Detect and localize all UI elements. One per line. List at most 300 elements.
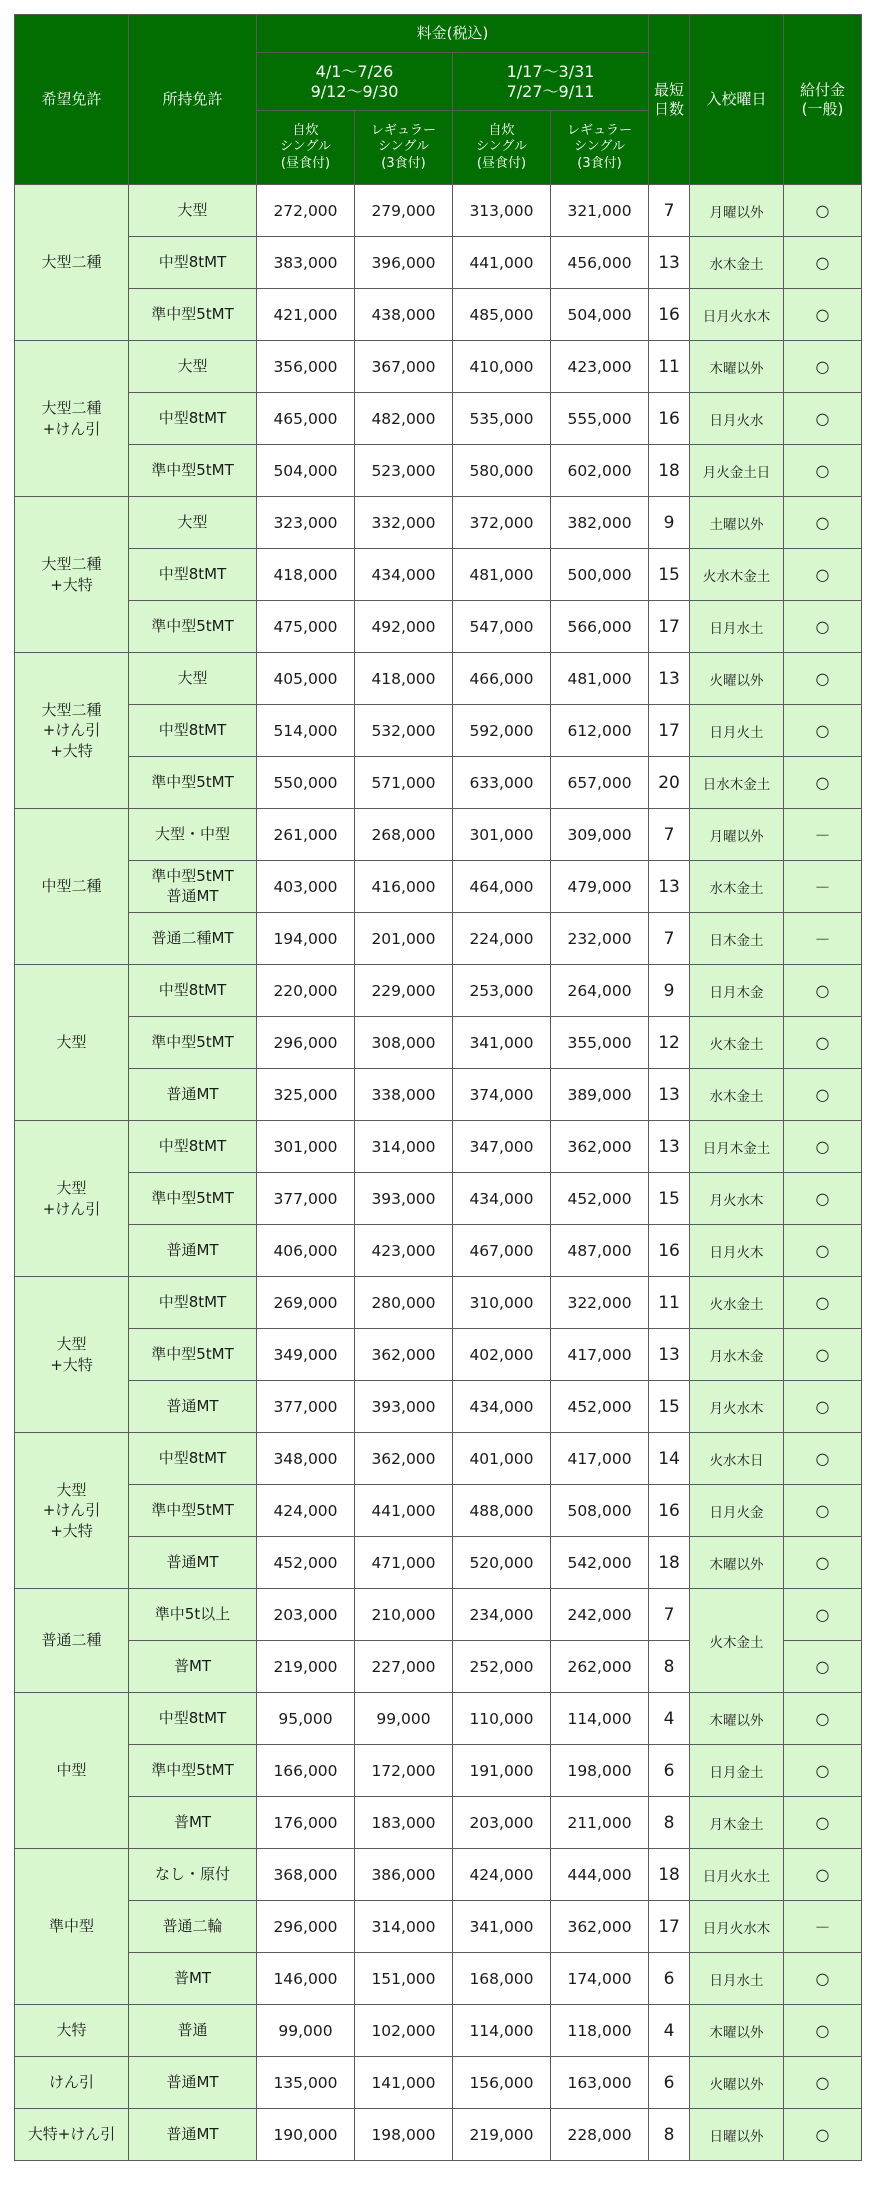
period-b-regular-price: 382,000 (551, 497, 649, 549)
table-body (15, 185, 862, 2161)
header-period-b: 1/17～3/31 7/27～9/11 (453, 53, 649, 111)
held-license-cell: 準中型5tMT (129, 757, 257, 809)
table-row (15, 497, 862, 549)
subsidy-cell: － (784, 913, 862, 965)
period-b-regular-price: 566,000 (551, 601, 649, 653)
subsidy-cell: ○ (784, 1433, 862, 1485)
table-row (15, 549, 862, 601)
entry-weekday-cell: 月曜以外 (690, 185, 784, 237)
period-b-single-price: 547,000 (453, 601, 551, 653)
held-license-cell: 普MT (129, 1797, 257, 1849)
min-days-cell: 6 (649, 1745, 690, 1797)
period-a-single-price: 514,000 (257, 705, 355, 757)
subsidy-cell: ○ (784, 1069, 862, 1121)
period-a-single-price: 406,000 (257, 1225, 355, 1277)
period-a-regular-price: 198,000 (355, 2109, 453, 2161)
entry-weekday-cell: 月木金土 (690, 1797, 784, 1849)
entry-weekday-cell: 日月木金 (690, 965, 784, 1017)
wish-license-cell: 大型二種 (15, 185, 129, 341)
table-row (15, 1537, 862, 1589)
period-a-single-price: 219,000 (257, 1641, 355, 1693)
period-b-regular-price: 487,000 (551, 1225, 649, 1277)
period-a-regular-price: 151,000 (355, 1953, 453, 2005)
min-days-cell: 4 (649, 2005, 690, 2057)
period-b-single-price: 466,000 (453, 653, 551, 705)
table-row (15, 653, 862, 705)
table-row (15, 1589, 862, 1641)
period-a-regular-price: 332,000 (355, 497, 453, 549)
period-b-regular-price: 542,000 (551, 1537, 649, 1589)
table-row (15, 601, 862, 653)
subsidy-cell: － (784, 861, 862, 913)
period-b-regular-price: 389,000 (551, 1069, 649, 1121)
period-a-single-price: 135,000 (257, 2057, 355, 2109)
held-license-cell: 大型 (129, 185, 257, 237)
entry-weekday-cell: 月水木金 (690, 1329, 784, 1381)
held-license-cell: 普通二種MT (129, 913, 257, 965)
period-b-single-price: 592,000 (453, 705, 551, 757)
period-b-regular-price: 500,000 (551, 549, 649, 601)
min-days-cell: 16 (649, 1225, 690, 1277)
subsidy-cell: ○ (784, 601, 862, 653)
min-days-cell: 13 (649, 1069, 690, 1121)
min-days-cell: 7 (649, 1589, 690, 1641)
entry-weekday-cell: 日月火木 (690, 1225, 784, 1277)
header-period-a: 4/1～7/26 9/12～9/30 (257, 53, 453, 111)
min-days-cell: 17 (649, 705, 690, 757)
period-a-single-price: 368,000 (257, 1849, 355, 1901)
period-a-single-price: 475,000 (257, 601, 355, 653)
subsidy-cell: ○ (784, 1225, 862, 1277)
period-b-regular-price: 456,000 (551, 237, 649, 289)
period-b-regular-price: 163,000 (551, 2057, 649, 2109)
wish-license-cell: 中型二種 (15, 809, 129, 965)
table-row (15, 757, 862, 809)
wish-license-cell: 大型 (15, 965, 129, 1121)
min-days-cell: 13 (649, 861, 690, 913)
table-row (15, 1693, 862, 1745)
period-b-regular-price: 479,000 (551, 861, 649, 913)
period-a-regular-price: 423,000 (355, 1225, 453, 1277)
period-b-regular-price: 262,000 (551, 1641, 649, 1693)
period-a-regular-price: 441,000 (355, 1485, 453, 1537)
period-a-regular-price: 523,000 (355, 445, 453, 497)
period-b-single-price: 424,000 (453, 1849, 551, 1901)
subsidy-cell: ○ (784, 1589, 862, 1641)
entry-weekday-cell: 日月火水 (690, 393, 784, 445)
period-a-single-price: 504,000 (257, 445, 355, 497)
period-a-regular-price: 386,000 (355, 1849, 453, 1901)
table-row (15, 809, 862, 861)
held-license-cell: 大型・中型 (129, 809, 257, 861)
header-fee: 料金(税込) (257, 15, 649, 53)
min-days-cell: 9 (649, 965, 690, 1017)
wish-license-cell: 普通二種 (15, 1589, 129, 1693)
wish-license-cell: 中型 (15, 1693, 129, 1849)
period-a-regular-price: 418,000 (355, 653, 453, 705)
period-a-regular-price: 308,000 (355, 1017, 453, 1069)
table-row (15, 1069, 862, 1121)
period-b-single-price: 485,000 (453, 289, 551, 341)
period-b-single-price: 410,000 (453, 341, 551, 393)
table-row (15, 1849, 862, 1901)
period-a-regular-price: 396,000 (355, 237, 453, 289)
period-b-regular-price: 481,000 (551, 653, 649, 705)
held-license-cell: 準中型5tMT (129, 289, 257, 341)
min-days-cell: 15 (649, 1381, 690, 1433)
table-row (15, 1017, 862, 1069)
period-a-regular-price: 571,000 (355, 757, 453, 809)
period-a-regular-price: 99,000 (355, 1693, 453, 1745)
min-days-cell: 18 (649, 1537, 690, 1589)
min-days-cell: 16 (649, 1485, 690, 1537)
period-b-single-price: 372,000 (453, 497, 551, 549)
entry-weekday-cell: 日月火金 (690, 1485, 784, 1537)
period-a-single-price: 261,000 (257, 809, 355, 861)
period-a-single-price: 465,000 (257, 393, 355, 445)
min-days-cell: 17 (649, 601, 690, 653)
subsidy-cell: ○ (784, 705, 862, 757)
min-days-cell: 17 (649, 1901, 690, 1953)
period-b-regular-price: 174,000 (551, 1953, 649, 2005)
period-b-single-price: 114,000 (453, 2005, 551, 2057)
period-a-regular-price: 314,000 (355, 1121, 453, 1173)
entry-weekday-cell: 火水木日 (690, 1433, 784, 1485)
entry-weekday-cell: 火木金土 (690, 1017, 784, 1069)
entry-weekday-cell: 月曜以外 (690, 809, 784, 861)
period-a-single-price: 296,000 (257, 1017, 355, 1069)
min-days-cell: 6 (649, 2057, 690, 2109)
period-a-regular-price: 482,000 (355, 393, 453, 445)
period-a-single-price: 421,000 (257, 289, 355, 341)
table-row (15, 705, 862, 757)
period-a-regular-price: 362,000 (355, 1329, 453, 1381)
period-a-single-price: 418,000 (257, 549, 355, 601)
period-b-single-price: 219,000 (453, 2109, 551, 2161)
header-entry-weekday: 入校曜日 (690, 15, 784, 185)
table-row (15, 341, 862, 393)
period-a-single-price: 403,000 (257, 861, 355, 913)
min-days-cell: 7 (649, 185, 690, 237)
period-b-regular-price: 504,000 (551, 289, 649, 341)
subsidy-cell: ○ (784, 1797, 862, 1849)
held-license-cell: 普MT (129, 1641, 257, 1693)
period-a-single-price: 377,000 (257, 1381, 355, 1433)
table-row (15, 1381, 862, 1433)
entry-weekday-cell: 日月水土 (690, 1953, 784, 2005)
subsidy-cell: ○ (784, 549, 862, 601)
period-b-regular-price: 264,000 (551, 965, 649, 1017)
subsidy-cell: ○ (784, 653, 862, 705)
period-b-regular-price: 555,000 (551, 393, 649, 445)
period-b-regular-price: 355,000 (551, 1017, 649, 1069)
period-a-regular-price: 393,000 (355, 1381, 453, 1433)
header-period-a-regular: レギュラー シングル (3食付) (355, 111, 453, 185)
entry-weekday-cell: 木曜以外 (690, 341, 784, 393)
wish-license-cell: 準中型 (15, 1849, 129, 2005)
entry-weekday-cell: 月火金土日 (690, 445, 784, 497)
held-license-cell: 普通MT (129, 1381, 257, 1433)
period-b-single-price: 168,000 (453, 1953, 551, 2005)
period-a-single-price: 301,000 (257, 1121, 355, 1173)
period-a-single-price: 99,000 (257, 2005, 355, 2057)
entry-weekday-cell: 木曜以外 (690, 2005, 784, 2057)
table-row (15, 393, 862, 445)
min-days-cell: 4 (649, 1693, 690, 1745)
wish-license-cell: 大特 (15, 2005, 129, 2057)
header-period-a-single: 自炊 シングル (昼食付) (257, 111, 355, 185)
period-b-single-price: 441,000 (453, 237, 551, 289)
subsidy-cell: ○ (784, 2057, 862, 2109)
min-days-cell: 16 (649, 393, 690, 445)
entry-weekday-cell: 火木金土 (690, 1589, 784, 1693)
min-days-cell: 13 (649, 1329, 690, 1381)
header-period-b-single: 自炊 シングル (昼食付) (453, 111, 551, 185)
held-license-cell: 準中5t以上 (129, 1589, 257, 1641)
period-b-single-price: 580,000 (453, 445, 551, 497)
subsidy-cell: ○ (784, 1693, 862, 1745)
held-license-cell: 準中型5tMT (129, 1173, 257, 1225)
wish-license-cell: 大型 +大特 (15, 1277, 129, 1433)
held-license-cell: 大型 (129, 341, 257, 393)
period-b-single-price: 253,000 (453, 965, 551, 1017)
subsidy-cell: ○ (784, 185, 862, 237)
header-held-license: 所持免許 (129, 15, 257, 185)
period-b-single-price: 535,000 (453, 393, 551, 445)
held-license-cell: 普通MT (129, 2057, 257, 2109)
held-license-cell: 中型8tMT (129, 1693, 257, 1745)
min-days-cell: 11 (649, 1277, 690, 1329)
table-row (15, 2057, 862, 2109)
held-license-cell: 大型 (129, 497, 257, 549)
entry-weekday-cell: 日月火水木 (690, 289, 784, 341)
table-row (15, 1121, 862, 1173)
period-b-single-price: 481,000 (453, 549, 551, 601)
entry-weekday-cell: 火曜以外 (690, 2057, 784, 2109)
held-license-cell: 中型8tMT (129, 705, 257, 757)
table-row (15, 1485, 862, 1537)
subsidy-cell: ○ (784, 1329, 862, 1381)
min-days-cell: 8 (649, 2109, 690, 2161)
period-a-regular-price: 279,000 (355, 185, 453, 237)
period-a-single-price: 550,000 (257, 757, 355, 809)
table-row (15, 1277, 862, 1329)
min-days-cell: 18 (649, 1849, 690, 1901)
period-b-regular-price: 321,000 (551, 185, 649, 237)
subsidy-cell: － (784, 809, 862, 861)
table-row (15, 965, 862, 1017)
table-row (15, 1745, 862, 1797)
period-b-single-price: 224,000 (453, 913, 551, 965)
period-a-single-price: 272,000 (257, 185, 355, 237)
table-row (15, 1173, 862, 1225)
period-b-single-price: 434,000 (453, 1173, 551, 1225)
table-row (15, 237, 862, 289)
period-b-regular-price: 242,000 (551, 1589, 649, 1641)
subsidy-cell: ○ (784, 757, 862, 809)
subsidy-cell: ○ (784, 1381, 862, 1433)
period-a-regular-price: 201,000 (355, 913, 453, 965)
period-b-regular-price: 417,000 (551, 1329, 649, 1381)
min-days-cell: 13 (649, 1121, 690, 1173)
min-days-cell: 8 (649, 1797, 690, 1849)
min-days-cell: 18 (649, 445, 690, 497)
held-license-cell: 準中型5tMT (129, 445, 257, 497)
period-b-single-price: 401,000 (453, 1433, 551, 1485)
min-days-cell: 9 (649, 497, 690, 549)
period-a-single-price: 348,000 (257, 1433, 355, 1485)
period-b-single-price: 156,000 (453, 2057, 551, 2109)
table-row (15, 1225, 862, 1277)
subsidy-cell: ○ (784, 1537, 862, 1589)
period-a-regular-price: 268,000 (355, 809, 453, 861)
period-b-regular-price: 423,000 (551, 341, 649, 393)
period-a-single-price: 203,000 (257, 1589, 355, 1641)
period-b-single-price: 203,000 (453, 1797, 551, 1849)
table-row (15, 185, 862, 237)
wish-license-cell: 大型 +けん引 +大特 (15, 1433, 129, 1589)
held-license-cell: 普通MT (129, 1225, 257, 1277)
period-b-regular-price: 362,000 (551, 1901, 649, 1953)
period-a-single-price: 146,000 (257, 1953, 355, 2005)
table-row (15, 861, 862, 913)
period-a-single-price: 220,000 (257, 965, 355, 1017)
table-row (15, 913, 862, 965)
table-row (15, 2109, 862, 2161)
min-days-cell: 12 (649, 1017, 690, 1069)
subsidy-cell: ○ (784, 1953, 862, 2005)
period-a-regular-price: 338,000 (355, 1069, 453, 1121)
subsidy-cell: ○ (784, 2005, 862, 2057)
period-a-single-price: 323,000 (257, 497, 355, 549)
subsidy-cell: ○ (784, 289, 862, 341)
subsidy-cell: ○ (784, 1277, 862, 1329)
min-days-cell: 11 (649, 341, 690, 393)
table-row (15, 1329, 862, 1381)
entry-weekday-cell: 水木金土 (690, 1069, 784, 1121)
period-b-regular-price: 309,000 (551, 809, 649, 861)
period-a-regular-price: 362,000 (355, 1433, 453, 1485)
period-b-regular-price: 657,000 (551, 757, 649, 809)
period-a-single-price: 176,000 (257, 1797, 355, 1849)
min-days-cell: 16 (649, 289, 690, 341)
table-row (15, 2005, 862, 2057)
header-subsidy: 給付金 (一般) (784, 15, 862, 185)
period-a-single-price: 166,000 (257, 1745, 355, 1797)
held-license-cell: 中型8tMT (129, 1121, 257, 1173)
period-b-regular-price: 602,000 (551, 445, 649, 497)
period-b-single-price: 374,000 (453, 1069, 551, 1121)
table-row (15, 1433, 862, 1485)
period-b-regular-price: 452,000 (551, 1173, 649, 1225)
period-b-regular-price: 612,000 (551, 705, 649, 757)
subsidy-cell: ○ (784, 445, 862, 497)
entry-weekday-cell: 日月金土 (690, 1745, 784, 1797)
period-b-single-price: 313,000 (453, 185, 551, 237)
entry-weekday-cell: 水木金土 (690, 861, 784, 913)
period-a-regular-price: 102,000 (355, 2005, 453, 2057)
period-b-single-price: 633,000 (453, 757, 551, 809)
held-license-cell: 中型8tMT (129, 237, 257, 289)
entry-weekday-cell: 水木金土 (690, 237, 784, 289)
period-b-single-price: 434,000 (453, 1381, 551, 1433)
wish-license-cell: 大型二種 +大特 (15, 497, 129, 653)
period-b-regular-price: 322,000 (551, 1277, 649, 1329)
period-a-regular-price: 314,000 (355, 1901, 453, 1953)
period-b-regular-price: 228,000 (551, 2109, 649, 2161)
period-a-single-price: 296,000 (257, 1901, 355, 1953)
subsidy-cell: ○ (784, 965, 862, 1017)
held-license-cell: 準中型5tMT (129, 601, 257, 653)
period-b-regular-price: 417,000 (551, 1433, 649, 1485)
wish-license-cell: けん引 (15, 2057, 129, 2109)
period-a-regular-price: 227,000 (355, 1641, 453, 1693)
table-row (15, 1953, 862, 2005)
subsidy-cell: ○ (784, 497, 862, 549)
period-b-single-price: 341,000 (453, 1901, 551, 1953)
period-a-single-price: 95,000 (257, 1693, 355, 1745)
subsidy-cell: ○ (784, 1849, 862, 1901)
table-row (15, 445, 862, 497)
held-license-cell: 普通MT (129, 2109, 257, 2161)
entry-weekday-cell: 月火水木 (690, 1381, 784, 1433)
period-b-regular-price: 118,000 (551, 2005, 649, 2057)
min-days-cell: 7 (649, 913, 690, 965)
entry-weekday-cell: 火曜以外 (690, 653, 784, 705)
period-b-single-price: 252,000 (453, 1641, 551, 1693)
period-b-regular-price: 114,000 (551, 1693, 649, 1745)
period-b-single-price: 467,000 (453, 1225, 551, 1277)
entry-weekday-cell: 日水木金土 (690, 757, 784, 809)
period-b-regular-price: 232,000 (551, 913, 649, 965)
held-license-cell: 中型8tMT (129, 1277, 257, 1329)
subsidy-cell: ○ (784, 2109, 862, 2161)
entry-weekday-cell: 日木金土 (690, 913, 784, 965)
header-min-days: 最短 日数 (649, 15, 690, 185)
subsidy-cell: ○ (784, 1121, 862, 1173)
held-license-cell: なし・原付 (129, 1849, 257, 1901)
period-b-regular-price: 508,000 (551, 1485, 649, 1537)
period-b-single-price: 402,000 (453, 1329, 551, 1381)
fee-table (14, 14, 862, 2161)
table-row (15, 1797, 862, 1849)
period-b-regular-price: 362,000 (551, 1121, 649, 1173)
min-days-cell: 20 (649, 757, 690, 809)
min-days-cell: 6 (649, 1953, 690, 2005)
entry-weekday-cell: 土曜以外 (690, 497, 784, 549)
held-license-cell: 普通二輪 (129, 1901, 257, 1953)
period-a-single-price: 424,000 (257, 1485, 355, 1537)
period-a-regular-price: 229,000 (355, 965, 453, 1017)
held-license-cell: 普通MT (129, 1537, 257, 1589)
table-row (15, 1901, 862, 1953)
period-a-single-price: 194,000 (257, 913, 355, 965)
period-a-single-price: 190,000 (257, 2109, 355, 2161)
min-days-cell: 14 (649, 1433, 690, 1485)
period-a-regular-price: 367,000 (355, 341, 453, 393)
held-license-cell: 大型 (129, 653, 257, 705)
subsidy-cell: ○ (784, 237, 862, 289)
header-wish-license: 希望免許 (15, 15, 129, 185)
wish-license-cell: 大特+けん引 (15, 2109, 129, 2161)
period-b-regular-price: 452,000 (551, 1381, 649, 1433)
period-b-regular-price: 444,000 (551, 1849, 649, 1901)
entry-weekday-cell: 火水金土 (690, 1277, 784, 1329)
wish-license-cell: 大型二種 +けん引 +大特 (15, 653, 129, 809)
period-b-single-price: 341,000 (453, 1017, 551, 1069)
period-a-regular-price: 492,000 (355, 601, 453, 653)
subsidy-cell: ○ (784, 1017, 862, 1069)
